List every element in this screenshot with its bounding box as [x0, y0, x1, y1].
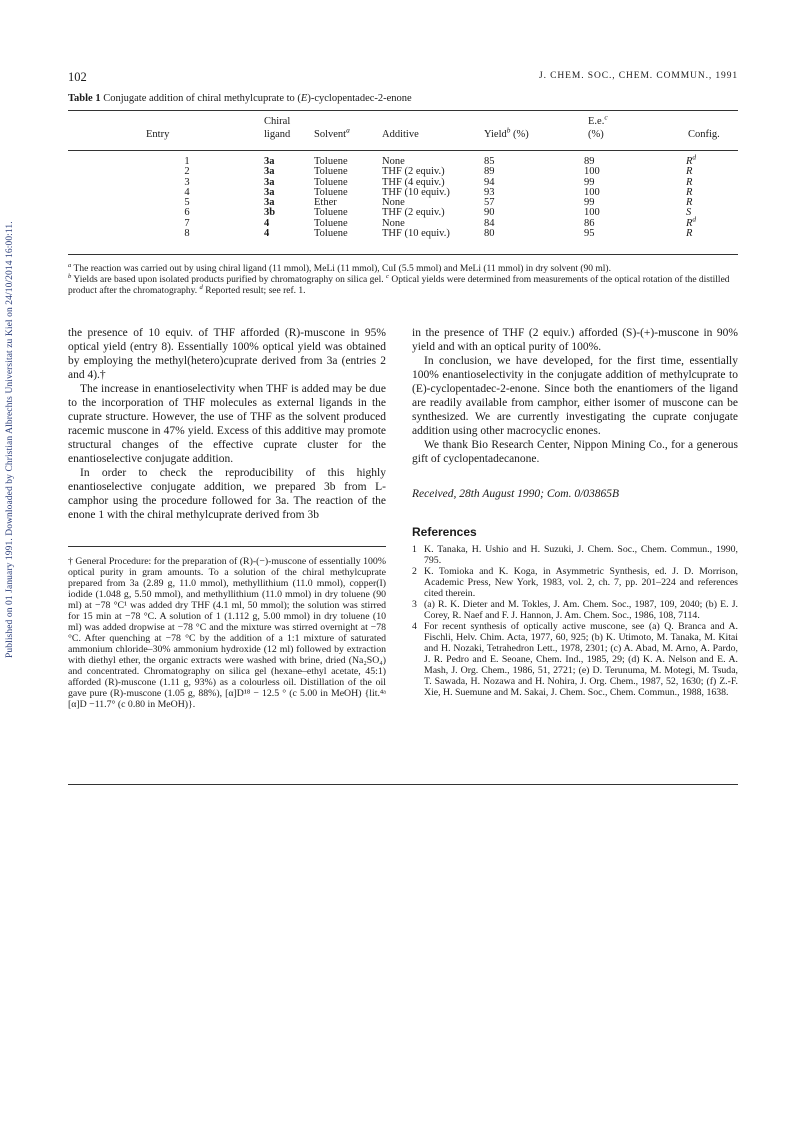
footnote-bcd: $^b$ Yields are based upon isolated products purified by chromatography on silica gel. $^c$ Optical yields were determined from measurements of the optical rotation of the distilled product after the chromatography. $^d$ Reported result; see ref. 1. — [68, 272, 730, 296]
table-row: 3 3a Toluene THF (4 equiv.) 94 99 R — [184, 176, 693, 188]
header-additive: Additive — [382, 128, 419, 140]
footnote-rule — [68, 546, 386, 547]
references-list — [412, 544, 738, 698]
table-footnotes — [68, 261, 740, 297]
table-header-row-top — [68, 116, 738, 129]
results-table — [68, 112, 738, 240]
header-config: Config. — [688, 128, 720, 140]
table-bottom-rule — [68, 254, 738, 255]
page-number: 102 — [68, 70, 87, 84]
table-row: 6 3b Toluene THF (2 equiv.) 90 100 S — [184, 207, 692, 219]
journal-running-head: J. CHEM. SOC., CHEM. COMMUN., 1991 — [539, 71, 738, 81]
body-left-column — [68, 326, 386, 522]
references-heading: References — [412, 525, 477, 539]
header-ligand: ligand — [264, 128, 291, 140]
table-header-rule — [68, 150, 738, 151]
table-header-row — [68, 129, 738, 148]
footnote-a: $^a$ The reaction was carried out by using chiral ligand (11 mmol), MeLi (11 mmol), CuI (5.5 mmol) and MeLi (11 mmol) in dry solvent (90 ml). — [68, 261, 611, 274]
header-chiral: Chiral — [264, 116, 291, 127]
table-row: 5 3a Ether None 57 99 R — [184, 197, 693, 209]
general-procedure-footnote: † General Procedure: for the preparation of (R)-(−)-muscone of essentially 100% optical purity in gram amounts. To a solution of the chiral methylcuprate prepared from 3a (2.89 g, 11.0 mmol), methyllithium (11.0 mmol), copper(I) iodide (1.048 g, 5.50 mmol), and methyllithium (11.0 mmol) in dry toluene (90 ml) at −78 °C¹ was added dry THF (4.1 ml, 50 mmol); the solution was stirred for 15 min at −78 °C. A solution of 1 (1.112 g, 5.00 mmol) in dry toluene (10 ml) was added dropwise at −78 °C and the mixture was stirred overnight at −78 °C. After quenching at −78 °C by the addition of a 1:1 mixture of saturated ammonium chloride–30% ammonium hydroxide (12 ml) followed by extraction with diethyl ether, the organic extracts were washed with brine, dried (Na₂SO₄) and concentrated. Chromatography on silica gel (hexane–ethyl acetate, 45:1) afforded (R)-muscone (1.11 g, 93%) as a colourless oil. Distillation of the oil gave pure (R)-muscone (1.05 g, 88%), [α]D¹⁸ − 12.5 ° (c 5.00 in MeOH) {lit.⁴ᵃ [α]D −11.7° (c 0.80 in MeOH)}. — [68, 556, 386, 710]
table-row: 4 3a Toluene THF (10 equiv.) 93 100 R — [184, 186, 693, 198]
reference-item: 3 (a) R. K. Dieter and M. Tokles, J. Am. Chem. Soc., 1987, 109, 2040; (b) E. J. Corey, R. Naef and F. J. Hannon, J. Am. Chem. Soc., 1986, 108, 7114. — [412, 599, 738, 621]
paragraph: In conclusion, we have developed, for the first time, essentially 100% enantioselectivity in the conjugate addition of methylcuprate to (E)-cyclopentadec-2-enone. Since both the enantiomers of the ligand are readily available from camphor, either isomer of muscone can be synthesized. We are currently investigating the cuprate conjugate addition using other macrocyclic enones. — [412, 355, 738, 437]
reference-item: 1 K. Tanaka, H. Ushio and H. Suzuki, J. Chem. Soc., Chem. Commun., 1990, 795. — [412, 544, 738, 566]
table-title: Conjugate addition of chiral methylcuprate to (E)-cyclopentadec-2-enone — [103, 93, 412, 104]
reference-item: 4 For recent synthesis of optically active muscone, see (a) Q. Branca and A. Fischli, Helv. Chim. Acta, 1977, 60, 925; (b) K. Utimoto, M. Tanaka, M. Kitai and H. Nozaki, Tetrahedron Lett., 1978, 2301; (c) A. Abad, M. Arno, A. Pardo, J. R. Pedro and E. Seoane, Chem. Ind., 1985, 29; (d) K. A. Nelson and E. A. Mash, J. Org. Chem., 1986, 51, 2721; (e) D. Terunuma, M. Motegi, M. Tsuda, T. Sawada, H. Nozawa and H. Nohira, J. Org. Chem., 1987, 52, 1630; (f) Z.-F. Xie, H. Suemune and M. Sakai, J. Chem. Soc., Chem. Commun., 1988, 1638. — [412, 621, 738, 698]
paragraph: The increase in enantioselectivity when THF is added may be due to the incorporation of THF molecules as external ligands in the cuprate structure. However, the use of THF as the solvent produced racemic muscone in 47% yield. Excess of this additive may promote structural changes of the effective cuprate cluster for the enantioselective conjugate addition. — [68, 383, 386, 465]
table-row: 2 3a Toluene THF (2 equiv.) 89 100 R — [184, 166, 693, 178]
header-ee: E.e.$^c$ — [588, 112, 608, 127]
table-row: 8 4 Toluene THF (10 equiv.) 80 95 R — [184, 228, 693, 240]
received-line: Received, 28th August 1990; Com. 0/03865B — [412, 488, 620, 500]
paragraph: We thank Bio Research Center, Nippon Mining Co., for a generous gift of cyclopentadecanone. — [412, 439, 738, 465]
header-yield: Yield$^b$ (%) — [484, 125, 529, 140]
table-row: 7 4 Toluene None 84 86 $R^d$ — [184, 214, 697, 229]
header-entry: Entry — [146, 128, 170, 140]
paragraph: In order to check the reproducibility of this highly enantioselective conjugate addition, we prepared 3b from L-camphor using the procedure followed for 3a. The reaction of the enone 1 with the chiral methylcuprate derived from 3b — [68, 467, 386, 521]
table-top-rule — [68, 110, 738, 111]
reference-item: 2 K. Tomioka and K. Koga, in Asymmetric Synthesis, ed. J. D. Morrison, Academic Press, New York, 1983, vol. 2, ch. 7, pp. 201–224 and references cited therein. — [412, 566, 738, 599]
body-right-column — [412, 326, 738, 466]
header-solvent: Solvent$^a$ — [314, 125, 350, 140]
table-label: Table 1 — [68, 93, 101, 104]
table-row: 1 3a Toluene None 85 89 $R^d$ — [184, 152, 697, 167]
page-end-rule — [68, 784, 738, 785]
download-watermark: Published on 01 January 1991. Downloaded by Christian Albrechts Universitat zu Kiel on 24/10/2014 16:00:11. — [5, 221, 15, 659]
paragraph: the presence of 10 equiv. of THF afforded (R)-muscone in 95% optical yield (entry 8). Essentially 100% optical yield was obtained by employing the methyl(hetero)cuprate derived from 3a (entries 2 and 4).† — [68, 327, 386, 381]
header-ee-unit: (%) — [588, 128, 604, 140]
paragraph: in the presence of THF (2 equiv.) afforded (S)-(+)-muscone in 90% yield and with an optical purity of 100%. — [412, 327, 738, 353]
table-caption — [68, 93, 412, 104]
